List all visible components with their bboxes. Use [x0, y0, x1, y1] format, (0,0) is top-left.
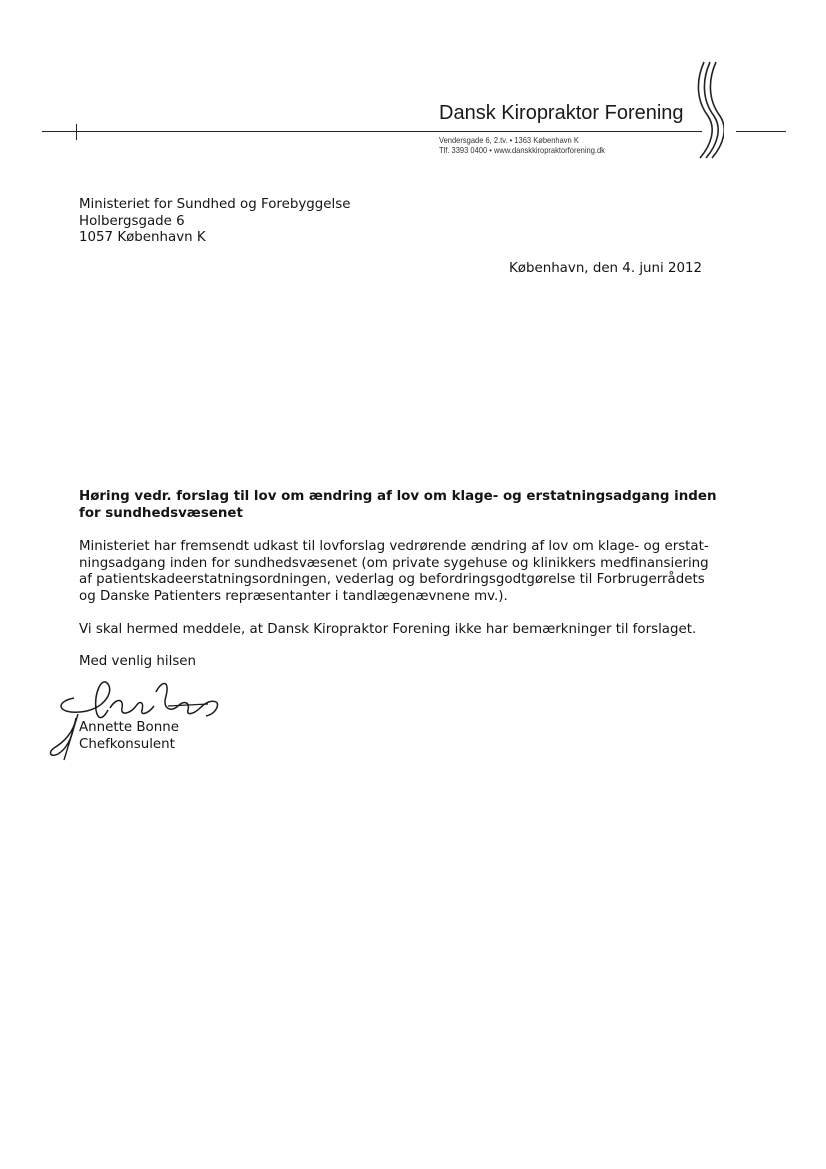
paragraph-1-line: ningsadgang inden for sundhedsvæsenet (om private sygehuse og klinikkers medfinansiering	[79, 555, 709, 571]
letterhead-rule-right	[736, 131, 786, 132]
recipient-address	[79, 197, 350, 247]
body-paragraph-1	[79, 539, 709, 605]
subject-line-1: Høring vedr. forslag til lov om ændring af lov om klage- og erstatningsadgang inden	[79, 489, 717, 504]
paragraph-1-line: og Danske Patienters repræsentanter i tandlægenævnene mv.).	[79, 588, 508, 604]
signer-title: Chefkonsulent	[79, 736, 175, 752]
recipient-name: Ministeriet for Sundhed og Forebyggelse	[79, 197, 351, 212]
recipient-city: 1057 København K	[79, 230, 206, 246]
subject-line-2: for sundhedsvæsenet	[79, 505, 243, 521]
body-paragraph-2: Vi skal hermed meddele, at Dansk Kiropraktor Forening ikke har bemærkninger til forslaget.	[79, 622, 697, 637]
signer-block	[79, 720, 179, 753]
recipient-street: Holbergsgade 6	[79, 213, 185, 229]
signer-name: Annette Bonne	[79, 720, 179, 735]
closing-greeting: Med venlig hilsen	[79, 654, 197, 669]
paragraph-1-line: Ministeriet har fremsendt udkast til lovforslag vedrørende ændring af lov om klage- og erstat-	[79, 539, 709, 554]
triple-arc-logo-icon	[690, 60, 724, 160]
paragraph-1-line: af patientskadeerstatningsordningen, vederlag og befordringsgodtgørelse til Forbrugerrådets	[79, 572, 705, 588]
organization-address: Vendersgade 6, 2.tv. • 1363 København K	[439, 136, 579, 145]
letter-date: København, den 4. juni 2012	[509, 261, 703, 276]
letterhead-rule-tick	[76, 124, 77, 140]
organization-name: Dansk Kiropraktor Forening	[439, 102, 684, 124]
letterhead-rule-left	[42, 131, 702, 132]
organization-contact: Tlf. 3393 0400 • www.danskkiropraktorforening.dk	[439, 146, 605, 155]
subject-heading	[79, 489, 717, 522]
